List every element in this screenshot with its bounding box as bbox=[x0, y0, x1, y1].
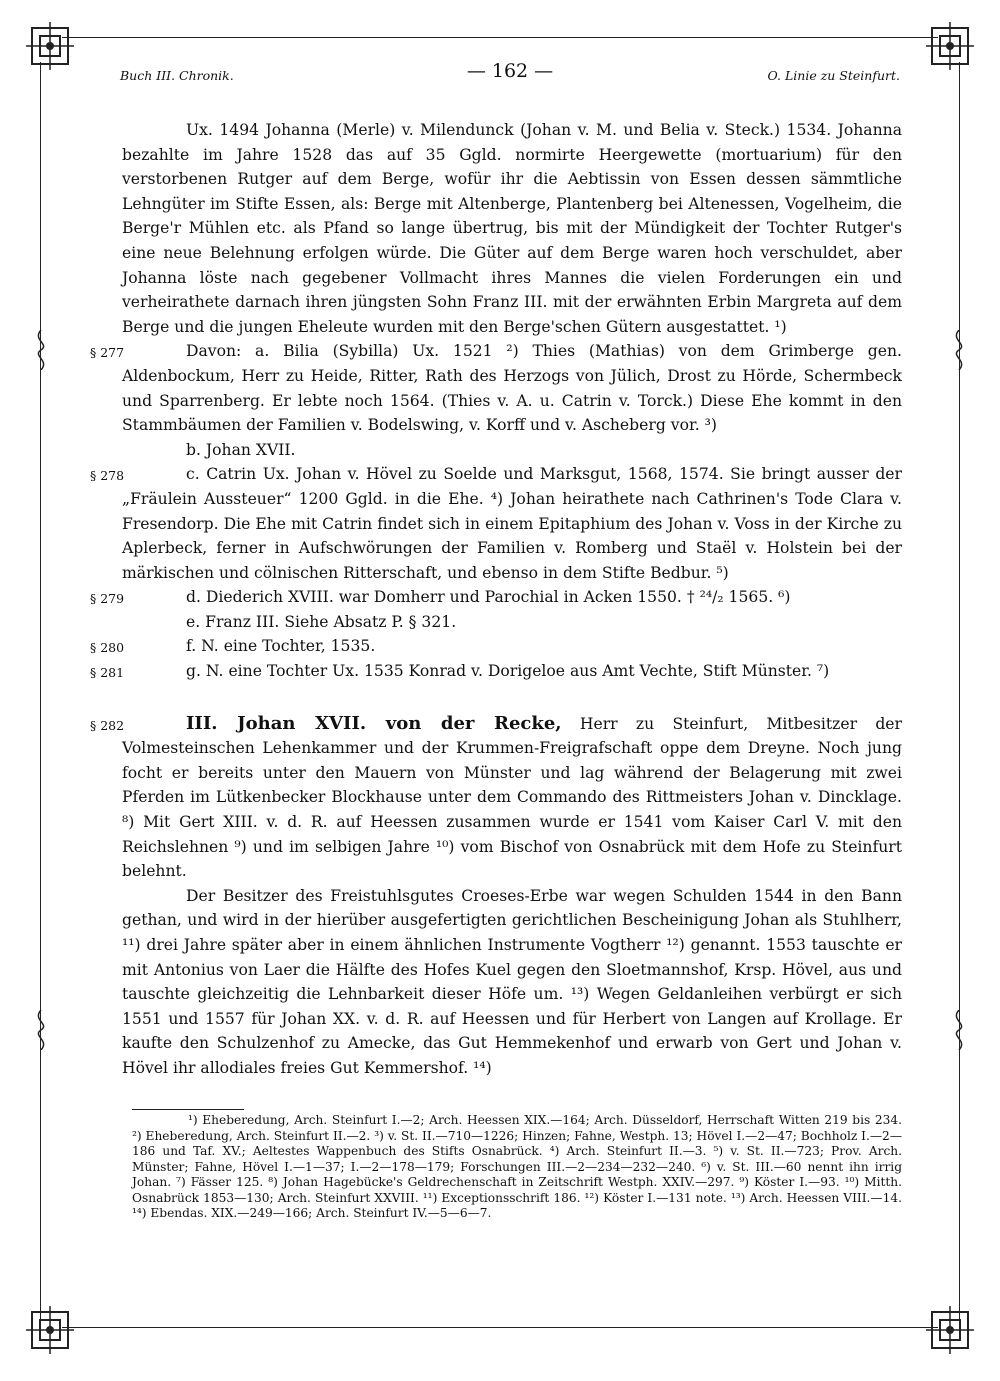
entry-row bbox=[90, 634, 902, 659]
frame-border-left bbox=[40, 62, 41, 1321]
side-ornament-left-lower-icon bbox=[30, 1010, 52, 1050]
side-ornament-right-icon bbox=[948, 330, 970, 370]
section-number: § 278 bbox=[90, 468, 125, 484]
header-book-title: Buch III. Chronik. bbox=[120, 68, 234, 83]
section-number: § 280 bbox=[90, 640, 125, 656]
entry-text: b. Johan XVII. bbox=[186, 440, 296, 459]
page-number: — 162 — bbox=[466, 60, 554, 82]
corner-ornament-top-right bbox=[922, 18, 978, 74]
entry-row bbox=[90, 659, 902, 684]
section-282-body: Herr zu Steinfurt, Mitbesitzer der Volmesteinschen Lehenkammer und der Krummen-Freigrafschaft oppe dem Dreyne. Noch jung focht er bereits unter den Mauern von Münster und lag während der Belagerung mit zwei Pferden im Lütkenbecker Blockhause unter dem Commando des Rittmeisters Johan v. Dincklage. ⁸) Mit Gert XIII. v. d. R. auf Heessen zusammen wurde er 1541 vom Kaiser Carl V. mit den Reichslehnen ⁹) und im selbigen Jahre ¹⁰) vom Bischof von Osnabrück mit dem Hofe zu Steinfurt belehnt. bbox=[122, 714, 902, 881]
footnotes bbox=[132, 1113, 902, 1222]
frame-border-right bbox=[959, 62, 960, 1321]
paragraph-croeses: Der Besitzer des Freistuhlsgutes Croeses-Erbe war wegen Schulden 1544 in den Bann gethan, und wird in der hierüber ausgefertigten gerichtlichen Bescheinigung Johan als Stuhlherr, ¹¹) drei Jahre später aber in einem ähnlichen Instrumente Vogtherr ¹²) genannt. 1553 tauschte er mit Antonius von Laer die Hälfte des Hofes Kuel gegen den Sloetmannshof, Krsp. Hövel, aus und tauschte gleichzeitig die Lehnbarkeit dieser Höfe um. ¹³) Wegen Geldanleihen verbürgt er sich 1551 und 1557 für Johan XX. v. d. R. auf Heessen und für Herbert von Langen auf Krollage. Er kaufte den Schulzenhof zu Amecke, das Gut Hemmekenhof und erwarb von Gert und Johan v. Hövel ihr allodiales freies Gut Kemmershof. ¹⁴) bbox=[122, 886, 902, 1077]
corner-ornament-top-left bbox=[22, 18, 78, 74]
section-number: § 282 bbox=[90, 717, 125, 733]
side-ornament-left-icon bbox=[30, 330, 52, 370]
entry-row bbox=[90, 339, 902, 437]
entry-text: g. N. eine Tochter Ux. 1535 Konrad v. Dorigeloe aus Amt Vechte, Stift Münster. ⁷) bbox=[186, 662, 830, 681]
entry-text: d. Diederich XVIII. war Domherr und Parochial in Acken 1550. † ²⁴/₂ 1565. ⁶) bbox=[186, 588, 791, 607]
entry-text: Davon: a. Bilia (Sybilla) Ux. 1521 ²) Thies (Mathias) von dem Grimberge gen. Aldenbockum, Herr zu Heide, Ritter, Rath des Herzogs von Jülich, Drost zu Hörde, Schermbeck und Sparrenberg. Er lebte noch 1564. (Thies v. A. u. Catrin v. Torck.) Diese Ehe kommt in den Stammbäumen der Familien v. Bodelswing, v. Korff und v. Ascheberg vor. ³) bbox=[122, 342, 902, 435]
section-282-text bbox=[122, 712, 902, 884]
corner-ornament-bottom-left bbox=[22, 1302, 78, 1358]
entry-text: f. N. eine Tochter, 1535. bbox=[186, 637, 376, 656]
section-number: § 281 bbox=[90, 665, 125, 681]
section-282 bbox=[90, 712, 902, 884]
entry-text: e. Franz III. Siehe Absatz P. § 321. bbox=[186, 612, 457, 631]
main-text bbox=[90, 118, 902, 1081]
spacer bbox=[122, 684, 902, 712]
entry-text: c. Catrin Ux. Johan v. Hövel zu Soelde und Marksgut, 1568, 1574. Sie bringt ausser der „Fräulein Aussteuer“ 1200 Ggld. in die Ehe. ⁴) Johan heirathete nach Cathrinen's Tode Clara v. Fresendorp. Die Ehe mit Catrin findet sich in einem Epitaphium des Johan v. Voss in der Kirche zu Aplerbeck, ferner in Aufschwörungen der Familien v. Romberg und Staël v. Holstein bei der märkischen und cölnischen Ritterschaft, und ebenso in dem Stifte Bedbur. ⁵) bbox=[122, 465, 902, 582]
footnote-divider bbox=[132, 1109, 244, 1110]
paragraph-johanna: Ux. 1494 Johanna (Merle) v. Milendunck (Johan v. M. und Belia v. Steck.) 1534. Johanna bezahlte im Jahre 1528 das auf 35 Ggld. normirte Heergewette (mortuarium) für den verstorbenen Rutger auf dem Berge, wofür ihr die Aebtissin von Essen dessen sämmtliche Lehngüter im Stifte Essen, als: Berge mit Altenberge, Plantenberg bei Altenessen, Vogelheim, die Berge'r Mühlen etc. als Pfand so lange übertrug, bis mit der Mündigkeit der Tochter Rutger's eine neue Belehnung erfolgen würde. Die Güter auf dem Berge waren hoch verschuldet, aber Johanna löste nach gegebener Vollmacht ihres Mannes die vielen Forderungen ein und verheirathete darnach ihren jüngsten Sohn Franz III. mit der erwähnten Erbin Margreta auf dem Berge und die jungen Eheleute wurden mit den Berge'schen Gütern ausgestattet. ¹) bbox=[122, 121, 902, 336]
frame-border-top bbox=[62, 37, 938, 38]
footnotes-text: ¹) Eheberedung, Arch. Steinfurt I.—2; Arch. Heessen XIX.—164; Arch. Düsseldorf, Herrschaft Witten 219 bis 234. ²) Eheberedung, Arch. Steinfurt II.—2. ³) v. St. II.—710—1226; Hinzen; Fahne, Westph. 13; Hövel I.—2—47; Bochholz I.—2—186 und Taf. XV.; Aeltestes Wappenbuch des Stifts Osnabrück. ⁴) Arch. Steinfurt II.—3. ⁵) v. St. II.—723; Prov. Arch. Münster; Fahne, Hövel I.—1—37; I.—2—178—179; Forschungen III.—2—234—232—240. ⁶) v. St. III.—60 nennt ihn irrig Johan. ⁷) Fässer 125. ⁸) Johan Hagebücke's Geldrechenschaft in Zeitschrift Westph. XXIV.—297. ⁹) Köster I.—93. ¹⁰) Mitth. Osnabrück 1853—130; Arch. Steinfurt XXVIII. ¹¹) Exceptionsschrift 186. ¹²) Köster I.—131 note. ¹³) Arch. Heessen VIII.—14. ¹⁴) Ebendas. XIX.—249—166; Arch. Steinfurt IV.—5—6—7. bbox=[132, 1113, 902, 1220]
entry-row bbox=[90, 462, 902, 585]
side-ornament-right-lower-icon bbox=[948, 1010, 970, 1050]
section-heading: III. Johan XVII. von der Recke, bbox=[186, 712, 562, 734]
section-number: § 279 bbox=[90, 591, 125, 607]
corner-ornament-bottom-right bbox=[922, 1302, 978, 1358]
entry-row bbox=[90, 585, 902, 610]
section-number: § 277 bbox=[90, 345, 125, 361]
header-lineage-title: O. Linie zu Steinfurt. bbox=[767, 68, 900, 83]
frame-border-bottom bbox=[62, 1327, 938, 1328]
entry-row bbox=[122, 610, 902, 635]
entry-row bbox=[122, 438, 902, 463]
running-header bbox=[120, 60, 900, 88]
